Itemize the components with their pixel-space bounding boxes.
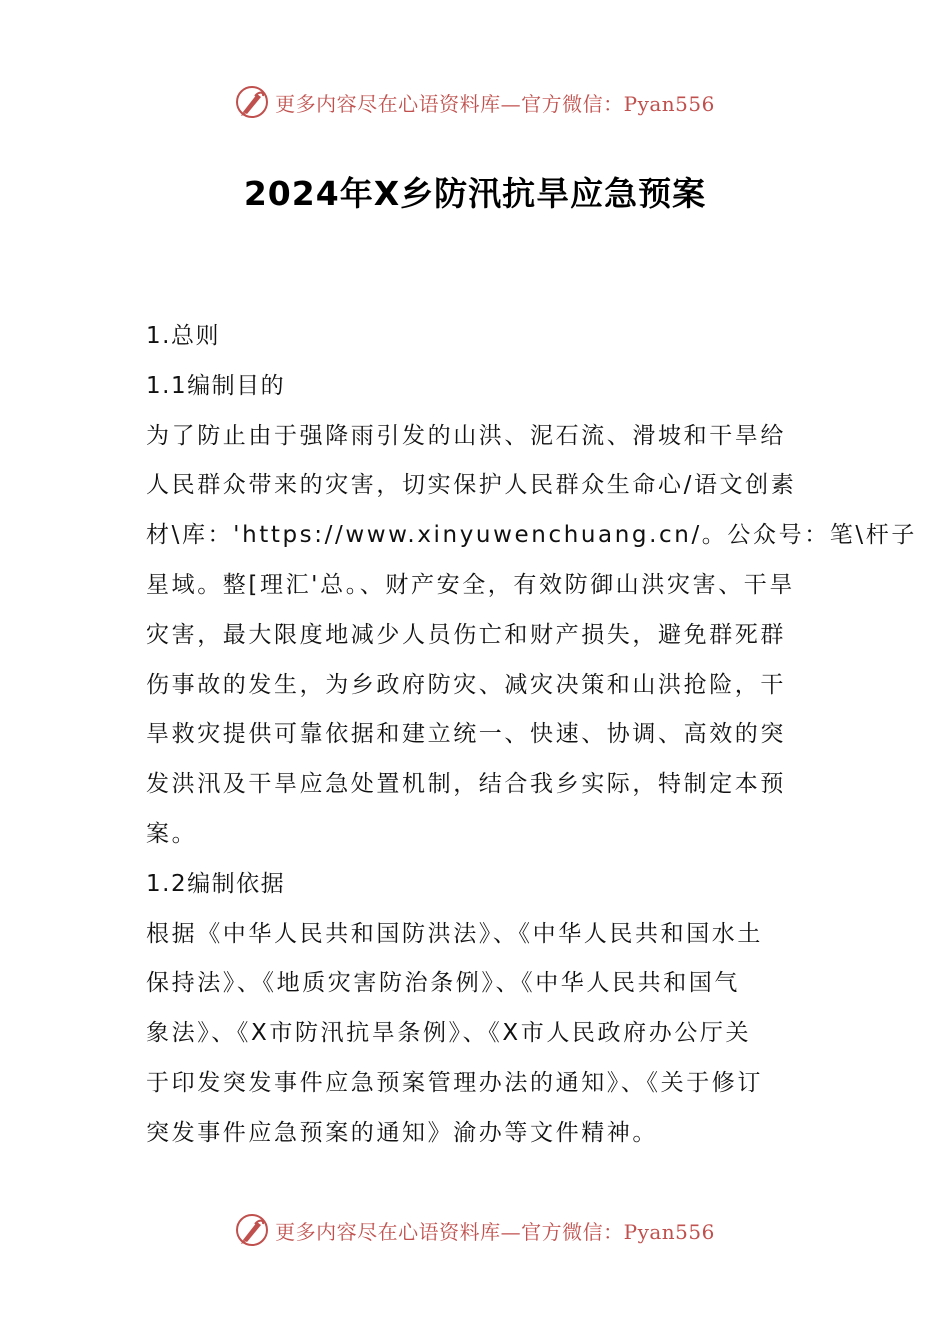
- paragraph-line: 发洪汛及干旱应急处置机制，结合我乡实际，特制定本预: [146, 771, 786, 798]
- paragraph-line: 灾害，最大限度地减少人员伤亡和财产损失，避免群死群: [146, 621, 786, 648]
- section-heading-basis: 1.2编制依据: [146, 870, 286, 897]
- section-heading-purpose: 1.1编制目的: [146, 372, 286, 399]
- paragraph-line: 星域。整[理汇'总。、财产安全，有效防御山洪灾害、干旱: [146, 571, 795, 598]
- paragraph-line: 象法》、《X市防汛抗旱条例》、《X市人民政府办公厅关: [146, 1020, 752, 1047]
- paragraph-line: 案。: [146, 820, 198, 847]
- wechat-id: Pyan556: [623, 91, 715, 116]
- header-banner: [0, 80, 950, 124]
- section-heading-general: 1.总则: [146, 323, 220, 349]
- banner-text: 更多内容尽在心语资料库—官方微信：Pyan556: [275, 1219, 715, 1244]
- paragraph-line: 保持法》、《地质灾害防治条例》、《中华人民共和国气: [146, 970, 740, 997]
- document-title: 2024年X乡防汛抗旱应急预案: [243, 174, 707, 213]
- pen-logo-icon: [235, 1213, 269, 1247]
- paragraph-line: 于印发突发事件应急预案管理办法的通知》、《关于修订: [146, 1069, 763, 1096]
- banner-text: 更多内容尽在心语资料库—官方微信：Pyan556: [275, 91, 715, 116]
- document-body: [146, 312, 917, 1159]
- paragraph-basis: [146, 910, 808, 1159]
- footer-banner-content: [235, 1213, 715, 1247]
- paragraph-line: 突发事件应急预案的通知》渝办等文件精神。: [146, 1119, 658, 1146]
- paragraph-line: 为了防止由于强降雨引发的山洪、泥石流、滑坡和干旱给: [146, 422, 786, 449]
- paragraph-line: 人民群众带来的灾害，切实保护人民群众生命心/语文创素: [146, 472, 797, 499]
- wechat-id: Pyan556: [623, 1219, 715, 1244]
- header-banner-content: [235, 85, 715, 119]
- paragraph-purpose: [146, 412, 917, 860]
- pen-logo-icon: [235, 85, 269, 119]
- paragraph-line: 伤事故的发生，为乡政府防灾、减灾决策和山洪抢险，干: [146, 671, 786, 698]
- paragraph-line: 旱救灾提供可靠依据和建立统一、快速、协调、高效的突: [146, 721, 786, 748]
- paragraph-line: 根据《中华人民共和国防洪法》、《中华人民共和国水土: [146, 920, 763, 947]
- paragraph-line: 材\库：'https://www.xinyuwenchuang.cn/。公众号：笔\杆子: [146, 522, 917, 549]
- footer-banner: [0, 1208, 950, 1252]
